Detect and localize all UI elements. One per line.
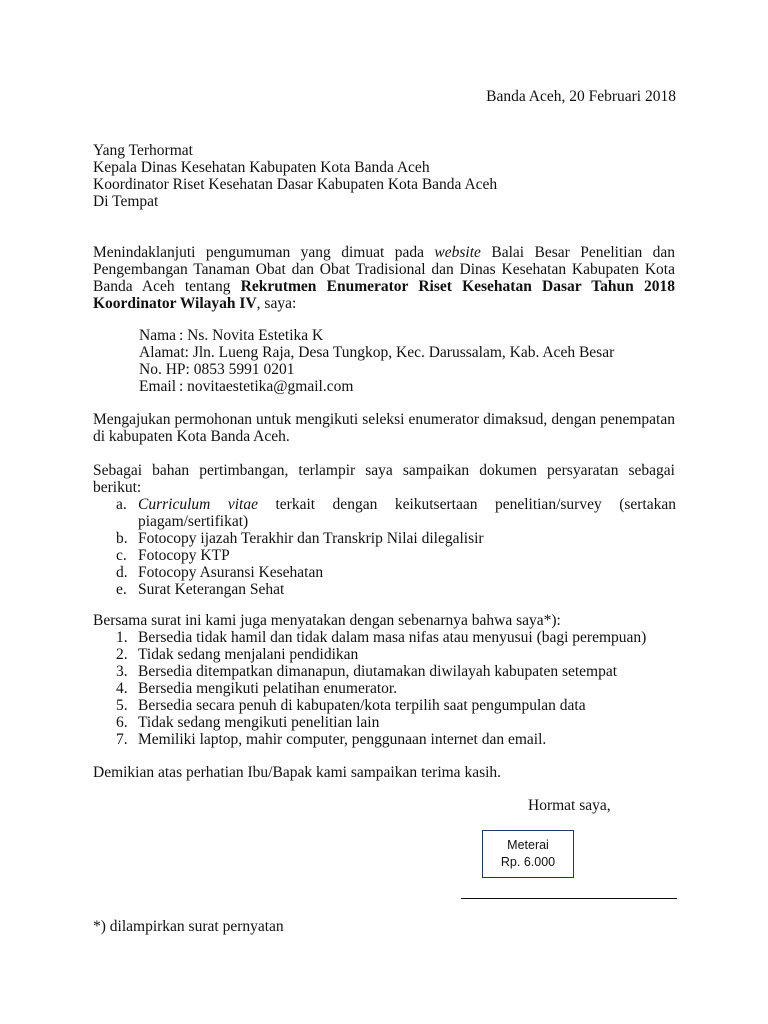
list-marker: 6. bbox=[116, 714, 128, 731]
recipient-line-2: Koordinator Riset Kesehatan Dasar Kabupaten Kota Banda Aceh bbox=[93, 176, 498, 193]
list-item-text: Surat Keterangan Sehat bbox=[138, 581, 285, 598]
list-item-text: Fotocopy ijazah Terakhir dan Transkrip Nilai dilegalisir bbox=[138, 530, 484, 547]
applicant-phone-value: : 0853 5991 0201 bbox=[185, 361, 295, 378]
intro-paragraph bbox=[93, 244, 675, 312]
list-item-text: Bersedia mengikuti pelatihan enumerator. bbox=[138, 680, 398, 697]
intro-line-4 bbox=[93, 295, 675, 312]
footnote: *) dilampirkan surat pernyatan bbox=[93, 918, 284, 935]
attachments-intro-line-1: Sebagai bahan pertimbangan, terlampir saya sampaikan dokumen persyaratan sebagai bbox=[93, 462, 675, 479]
list-marker: 7. bbox=[116, 731, 128, 748]
recipient-address bbox=[93, 142, 693, 210]
applicant-name-row bbox=[139, 327, 679, 344]
list-item bbox=[116, 646, 676, 663]
list-item bbox=[116, 731, 676, 748]
list-marker: e. bbox=[116, 581, 127, 598]
list-marker: c. bbox=[116, 547, 127, 564]
list-item bbox=[116, 581, 676, 598]
applicant-address-label: Alamat bbox=[139, 344, 185, 361]
list-item-text: Memiliki laptop, mahir computer, penggunaan internet dan email. bbox=[138, 731, 547, 748]
request-line-2: di kabupaten Kota Banda Aceh. bbox=[93, 428, 290, 445]
attachments-intro bbox=[93, 462, 675, 496]
closing-paragraph: Demikian atas perhatian Ibu/Bapak kami sampaikan terima kasih. bbox=[93, 764, 502, 781]
intro-region-title: Koordinator Wilayah IV bbox=[93, 295, 257, 312]
list-item-line-2: piagam/sertifikat) bbox=[138, 513, 249, 530]
list-marker: 5. bbox=[116, 697, 128, 714]
list-item-line bbox=[138, 496, 676, 513]
recipient-location: Di Tempat bbox=[93, 193, 159, 210]
regards: Hormat saya, bbox=[528, 797, 611, 814]
recipient-line-1: Kepala Dinas Kesehatan Kabupaten Kota Banda Aceh bbox=[93, 159, 430, 176]
list-item-text: Bersedia ditempatkan dimanapun, diutamakan diwilayah kabupaten setempat bbox=[138, 663, 618, 680]
intro-line-2: Pengembangan Tanaman Obat dan Obat Tradisional dan Dinas Kesehatan Kabupaten Kota bbox=[93, 261, 675, 278]
applicant-email-value: : novitaestetika@gmail.com bbox=[179, 378, 354, 395]
applicant-phone-label: No. HP bbox=[139, 361, 186, 378]
place-date: Banda Aceh, 20 Februari 2018 bbox=[486, 88, 676, 105]
stamp-label: Meterai bbox=[507, 838, 549, 852]
request-paragraph bbox=[93, 411, 675, 445]
declaration-intro: Bersama surat ini kami juga menyatakan dengan sebenarnya bahwa saya*): bbox=[93, 612, 561, 629]
list-item-text: Tidak sedang mengikuti penelitian lain bbox=[138, 714, 380, 731]
stamp-duty-box bbox=[482, 830, 574, 878]
intro-recruitment-title: Rekrutmen Enumerator Riset Kesehatan Dasar Tahun 2018 bbox=[240, 278, 675, 295]
list-item bbox=[116, 496, 676, 530]
list-marker: 3. bbox=[116, 663, 128, 680]
list-marker: b. bbox=[116, 530, 128, 547]
list-marker: 1. bbox=[116, 629, 128, 646]
list-item-text: Fotocopy KTP bbox=[138, 547, 230, 564]
request-line-1: Mengajukan permohonan untuk mengikuti seleksi enumerator dimaksud, dengan penempatan bbox=[93, 411, 675, 428]
applicant-phone-row bbox=[139, 361, 679, 378]
list-item bbox=[116, 629, 676, 646]
intro-line-1 bbox=[93, 244, 675, 261]
list-item-text: Fotocopy Asuransi Kesehatan bbox=[138, 564, 324, 581]
attachments-intro-line-2: berikut: bbox=[93, 479, 142, 496]
list-item bbox=[116, 663, 676, 680]
list-item-text: terkait dengan keikutsertaan penelitian/survey (sertakan bbox=[275, 496, 676, 513]
list-item bbox=[116, 547, 676, 564]
list-item bbox=[116, 530, 676, 547]
stamp-amount: Rp. 6.000 bbox=[500, 855, 556, 869]
list-marker: 2. bbox=[116, 646, 128, 663]
attachments-list bbox=[116, 496, 676, 598]
intro-website-term: website bbox=[434, 244, 481, 261]
applicant-address-row bbox=[139, 344, 679, 361]
applicant-name-label: Nama bbox=[139, 327, 177, 344]
intro-line-1-start: Menindaklanjuti pengumuman yang dimuat pada bbox=[93, 244, 424, 261]
intro-line-3-start: Banda Aceh tentang bbox=[93, 278, 231, 295]
declaration-list bbox=[116, 629, 676, 748]
applicant-email-row bbox=[139, 378, 679, 395]
list-item-text: Bersedia tidak hamil dan tidak dalam masa nifas atau menyusui (bagi perempuan) bbox=[138, 629, 647, 646]
list-item bbox=[116, 697, 676, 714]
intro-line-4-end: , saya: bbox=[256, 295, 297, 312]
list-item bbox=[116, 714, 676, 731]
salutation: Yang Terhormat bbox=[93, 142, 193, 159]
cv-term: Curriculum vitae bbox=[138, 496, 258, 513]
intro-line-1-end: Balai Besar Penelitian dan bbox=[491, 244, 675, 261]
list-marker: d. bbox=[116, 564, 128, 581]
applicant-address-value: : Jln. Lueng Raja, Desa Tungkop, Kec. Darussalam, Kab. Aceh Besar bbox=[184, 344, 615, 361]
applicant-details bbox=[139, 327, 679, 395]
applicant-name-value: : Ns. Novita Estetika K bbox=[179, 327, 324, 344]
list-item bbox=[116, 564, 676, 581]
intro-line-3 bbox=[93, 278, 675, 295]
list-marker: 4. bbox=[116, 680, 128, 697]
list-marker: a. bbox=[116, 496, 127, 513]
list-item bbox=[116, 680, 676, 697]
list-item-text: Bersedia secara penuh di kabupaten/kota terpilih saat pengumpulan data bbox=[138, 697, 586, 714]
applicant-email-label: Email bbox=[139, 378, 177, 395]
signature-line bbox=[461, 898, 677, 899]
list-item-text: Tidak sedang menjalani pendidikan bbox=[138, 646, 359, 663]
